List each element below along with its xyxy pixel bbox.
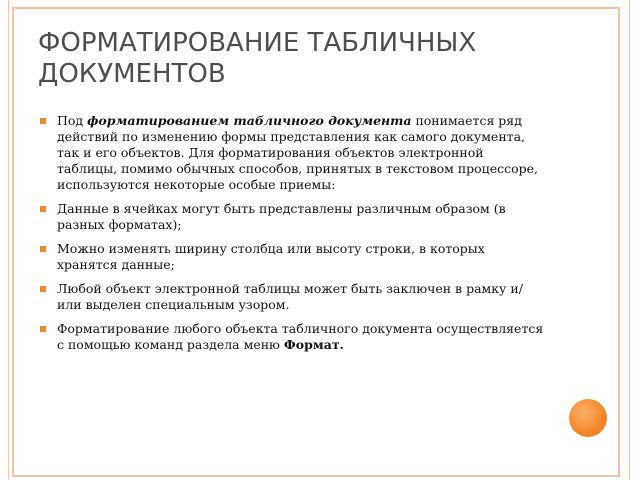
slide-title: ФОРМАТИРОВАНИЕ ТАБЛИЧНЫХ ДОКУМЕНТОВ bbox=[38, 28, 477, 89]
square-bullet-icon bbox=[40, 118, 46, 124]
square-bullet-icon bbox=[40, 206, 46, 212]
bullet-item-column-width bbox=[40, 241, 545, 273]
bullet-text: Данные в ячейках могут быть представлены различным образом (в разных форматах); bbox=[57, 201, 506, 232]
bullet-text: Любой объект электронной таблицы может быть заключен в рамку и/или выделен специальным узором. bbox=[57, 281, 523, 312]
format-menu-name: Формат. bbox=[283, 337, 344, 352]
frame-left-line bbox=[8, 0, 9, 480]
bullet-item-formats bbox=[40, 201, 545, 233]
bullet-text-prefix: Под bbox=[57, 113, 88, 128]
bullet-text-emphasis: форматированием табличного документа bbox=[87, 113, 412, 128]
bullet-list bbox=[40, 113, 545, 361]
square-bullet-icon bbox=[40, 326, 46, 332]
bullet-item-format-menu bbox=[40, 321, 545, 353]
square-bullet-icon bbox=[40, 246, 46, 252]
bullet-item-border bbox=[40, 281, 545, 313]
frame-right-line bbox=[629, 0, 630, 480]
square-bullet-icon bbox=[40, 286, 46, 292]
orange-circle-icon bbox=[569, 399, 607, 437]
bullet-text-prefix: Форматирование любого объекта табличного документа осуществляется с помощью команд раздела меню bbox=[57, 321, 544, 352]
bullet-text: Можно изменять ширину столбца или высоту строки, в которых хранятся данные; bbox=[57, 241, 485, 272]
bullet-text-suffix: понимается ряд действий по изменению формы представления как самого документа, так и его объектов. Для форматирования объектов электронной таблицы, помимо обычных способов, принятых в текстовом процессоре, используются некоторые особые приемы: bbox=[57, 113, 539, 192]
bullet-item-definition bbox=[40, 113, 545, 193]
